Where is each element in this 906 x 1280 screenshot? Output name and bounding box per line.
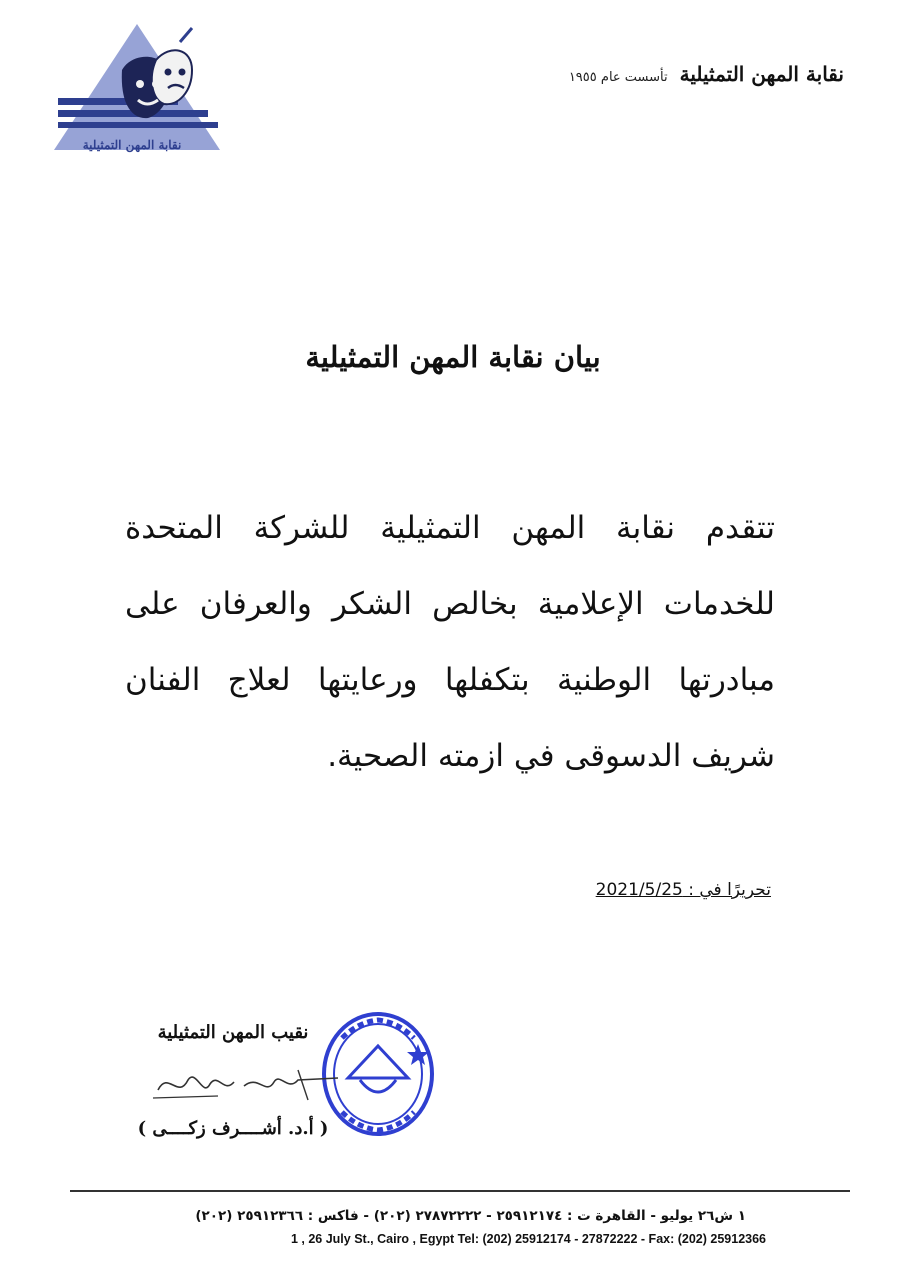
signer-name: ( أ.د. أشــــرف زكــــى ) [137, 1118, 329, 1139]
footer-address-arabic: ١ ش٢٦ يوليو - القاهرة ت : ٢٥٩١٢١٧٤ - ٢٧٨٧٢٢٢٢ (٢٠٢) - فاكس : ٢٥٩١٢٣٦٦ (٢٠٢) [195, 1208, 746, 1224]
org-name: نقابة المهن التمثيلية [679, 62, 844, 86]
footer-divider [70, 1190, 850, 1192]
document-title: بيان نقابة المهن التمثيلية [305, 340, 601, 374]
signer-title: نقيب المهن التمثيلية [157, 1022, 309, 1043]
issue-date: تحريرًا في : 2021/5/25 [595, 880, 771, 900]
footer-address-english: 1 , 26 July St., Cairo , Egypt Tel: (202) 25912174 - 27872222 - Fax: (202) 25912366 [290, 1232, 766, 1246]
statement-body: تتقدم نقابة المهن التمثيلية للشركة المتحدة للخدمات الإعلامية بخالص الشكر والعرفان على مبادرتها الوطنية بتكفلها ورعايتها لعلاج الفنان شريف الدسوقى في ازمته الصحية. [125, 510, 775, 774]
handwritten-signature [148, 1060, 348, 1110]
founded-date: تأسست عام ١٩٥٥ [568, 70, 668, 85]
org-header [569, 62, 844, 86]
logo-caption: نقابة المهن التمثيلية [82, 138, 182, 152]
